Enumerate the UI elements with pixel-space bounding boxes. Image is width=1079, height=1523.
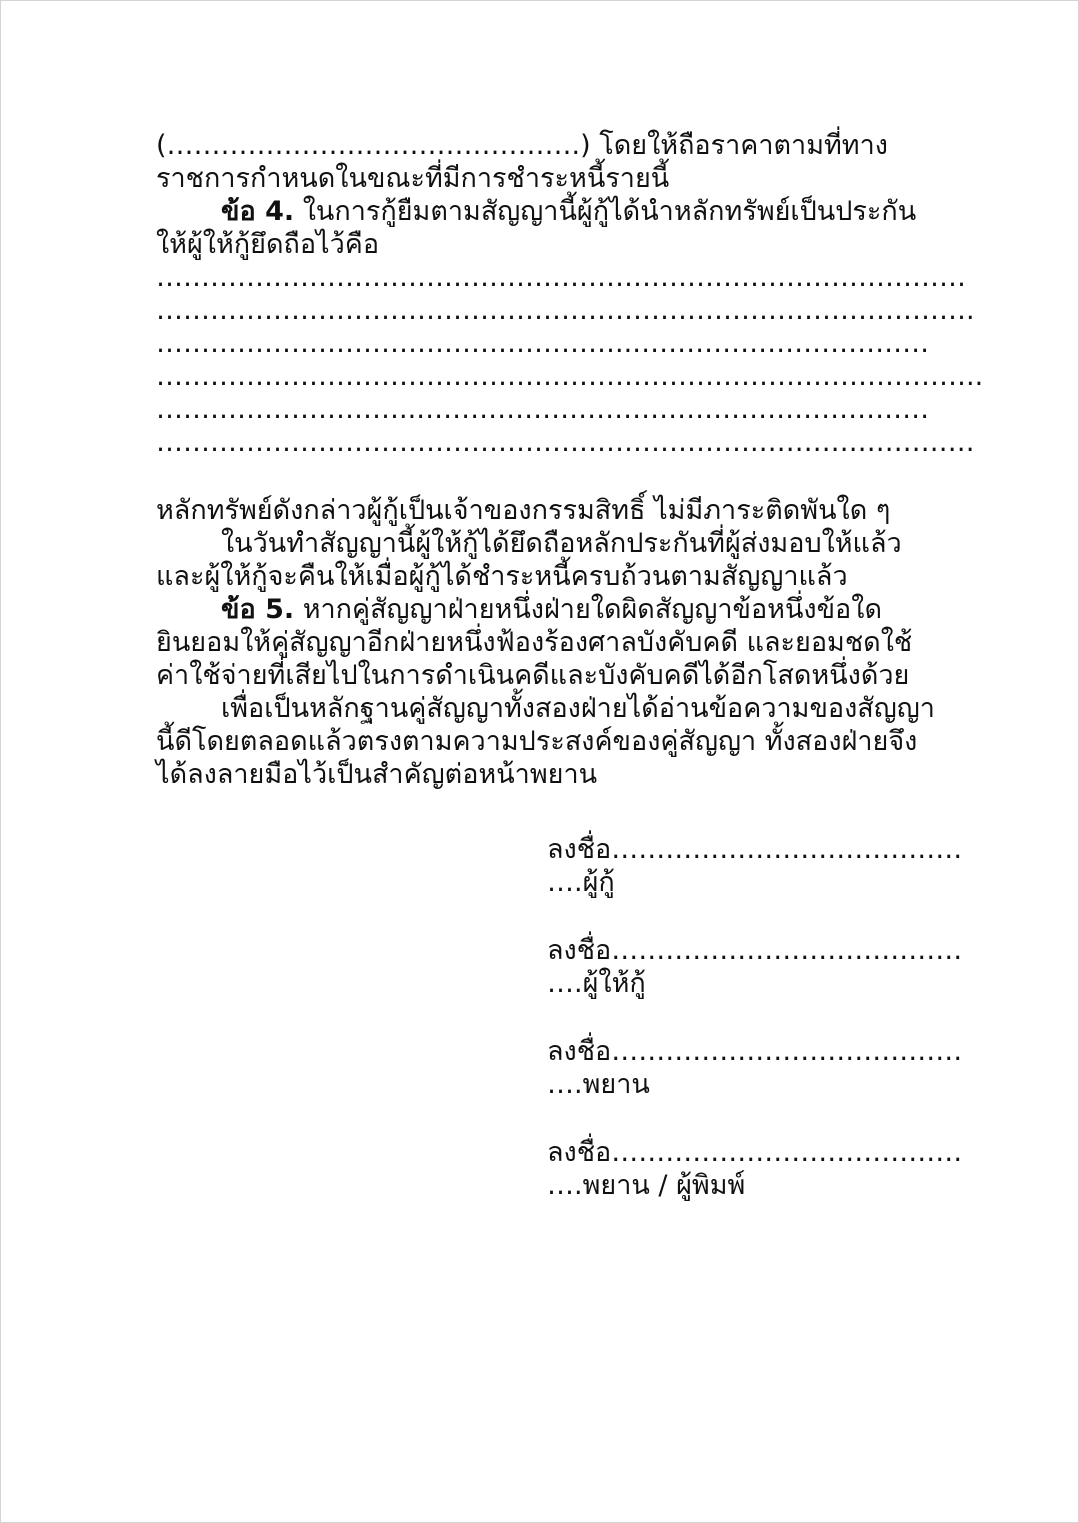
- contract-body: [156, 129, 986, 791]
- paragraph-gap: [156, 459, 986, 494]
- collateral-blank-line: ……………………………………………..……………………………: [156, 328, 930, 359]
- clause3-continuation-line-1: (……………………………………….) โดยให้ถือราคาตามที่ทาง: [156, 130, 888, 161]
- closing-line-2: นี้ดีโดยตลอดแล้วตรงตามความประสงค์ของคู่สัญญา ทั้งสองฝ่ายจึง: [156, 726, 918, 757]
- signature-line: ลงชื่อ…………………………………: [547, 935, 963, 966]
- clause4-first-line-text: ในการกู้ยืมตามสัญญานี้ผู้กู้ได้นำหลักทรัพย์เป็นประกัน: [294, 196, 917, 227]
- clause5-first-line-text: หากคู่สัญญาฝ่ายหนึ่งฝ่ายใดผิดสัญญาข้อหนึ่งข้อใด: [294, 594, 882, 625]
- collateral-held-statement: ในวันทำสัญญานี้ผู้ให้กู้ได้ยึดถือหลักประกันที่ผู้ส่งมอบให้แล้ว: [221, 528, 902, 559]
- ownership-statement: หลักทรัพย์ดังกล่าวผู้กู้เป็นเจ้าของกรรมสิทธิ์ ไม่มีภาระติดพันใด ๆ: [156, 495, 891, 526]
- signature-line: ลงชื่อ…………………………………: [547, 1036, 963, 1067]
- clause4-first-line: [156, 195, 986, 228]
- closing-line-3: ได้ลงลายมือไว้เป็นสำคัญต่อหน้าพยาน: [156, 759, 598, 790]
- signature-role: ….พยาน / ผู้พิมพ์: [547, 1170, 746, 1201]
- signature-section: [547, 833, 962, 1237]
- clause5-first-line: [156, 593, 986, 626]
- collateral-blank-line: ………………………………………………………………………………: [156, 262, 966, 293]
- signature-role: ….พยาน: [547, 1069, 650, 1100]
- clause5-line-2: ยินยอมให้คู่สัญญาอีกฝ่ายหนึ่งฟ้องร้องศาลบังคับคดี และยอมชดใช้: [156, 627, 913, 658]
- collateral-blank-line: ……………………………………………………………………………….: [156, 295, 975, 326]
- signature-witness: [547, 1035, 962, 1101]
- signature-line: ลงชื่อ…………………………………: [547, 834, 963, 865]
- collateral-return-statement: และผู้ให้กู้จะคืนให้เมื่อผู้กู้ได้ชำระหนี้ครบถ้วนตามสัญญาแล้ว: [156, 561, 848, 592]
- clause4-number: ข้อ 4.: [221, 196, 295, 227]
- collateral-blank-line: ………………………..…………………………………………………: [156, 394, 930, 425]
- signature-borrower: [547, 833, 962, 899]
- signature-witness-typist: [547, 1136, 962, 1202]
- signature-role: ….ผู้ให้กู้: [547, 968, 646, 999]
- closing-line-1: เพื่อเป็นหลักฐานคู่สัญญาทั้งสองฝ่ายได้อ่านข้อความของสัญญา: [221, 693, 935, 724]
- clause5-number: ข้อ 5.: [221, 594, 295, 625]
- clause4-line-2: ให้ผู้ให้กู้ยึดถือไว้คือ: [156, 229, 380, 260]
- clause5-line-3: ค่าใช้จ่ายที่เสียไปในการดำเนินคดีและบังคับคดีได้อีกโสดหนึ่งด้วย: [156, 660, 910, 691]
- clause3-continuation-line-2: ราชการกำหนดในขณะที่มีการชำระหนี้รายนี้: [156, 163, 670, 194]
- collateral-blank-line: ………………………………………………………….……………………: [156, 427, 975, 458]
- signature-role: ….ผู้กู้: [547, 867, 615, 898]
- signature-line: ลงชื่อ…………………………………: [547, 1137, 963, 1168]
- signature-lender: [547, 934, 962, 1000]
- collateral-blank-line: ………………………………………………………………………………..: [156, 361, 984, 392]
- collateral-blank-lines: [156, 261, 986, 459]
